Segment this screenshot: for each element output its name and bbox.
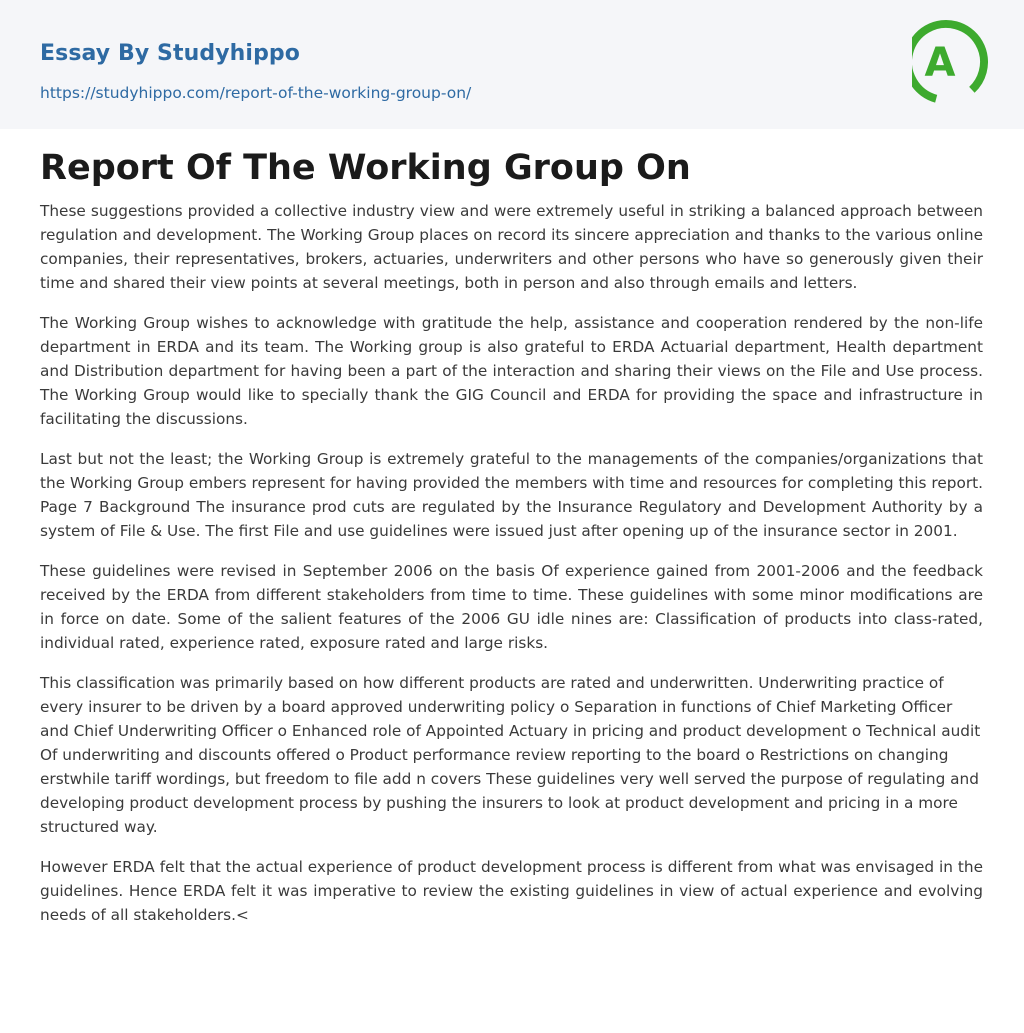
brand-title[interactable]: Essay By Studyhippo <box>40 41 300 66</box>
paragraph: These guidelines were revised in September 2006 on the basis Of experience gained from 2001-2006 and the feedback received by the ERDA from different stakeholders from time to time. These guidelines with some minor modifications are in force on date. Some of the salient features of the 2006 GU idle nines are: Classification of products into class-rated, individual rated, experience rated, exposure rated and large risks. <box>40 562 983 652</box>
paragraph: Last but not the least; the Working Group is extremely grateful to the managements of the companies/organizations that the Working Group embers represent for having provided the members with time and resources for completing this report. Page 7 Background The insurance prod cuts are regulated by the Insurance Regulatory and Development Authority by a system of File & Use. The first File and use guidelines were issued just after opening up of the insurance sector in 2001. <box>40 450 983 540</box>
site-header <box>0 0 1024 129</box>
document-body <box>40 145 983 943</box>
paragraph: These suggestions provided a collective industry view and were extremely useful in striking a balanced approach between regulation and development. The Working Group places on record its sincere appreciation and thanks to the various online companies, their representatives, brokers, actuaries, underwriters and other persons who have so generously given their time and shared their view points at several meetings, both in person and also through emails and letters. <box>40 202 983 292</box>
logo-letter: A <box>924 40 956 86</box>
paragraph: The Working Group wishes to acknowledge with gratitude the help, assistance and cooperation rendered by the non-life department in ERDA and its team. The Working group is also grateful to ERDA Actuarial department, Health department and Distribution department for having been a part of the interaction and sharing their views on the File and Use process. The Working Group would like to specially thank the GIG Council and ERDA for providing the space and infrastructure in facilitating the discussions. <box>40 314 983 428</box>
source-url-link[interactable]: https://studyhippo.com/report-of-the-working-group-on/ <box>40 84 472 102</box>
studyhippo-logo-icon[interactable] <box>912 18 988 106</box>
document-title: Report Of The Working Group On <box>40 148 691 188</box>
paragraph: This classification was primarily based on how different products are rated and underwritten. Underwriting practice of every insurer to be driven by a board approved underwriting policy o Separation in functions of Chief Marketing Officer and Chief Underwriting Officer o Enhanced role of Appointed Actuary in pricing and product development o Technical audit Of underwriting and discounts offered o Product performance review reporting to the board o Restrictions on changing erstwhile tariff wordings, but freedom to file add n covers These guidelines very well served the purpose of regulating and developing product development process by pushing the insurers to look at product development and pricing in a more structured way. <box>40 674 981 836</box>
paragraph: However ERDA felt that the actual experience of product development process is different from what was envisaged in the guidelines. Hence ERDA felt it was imperative to review the existing guidelines in view of actual experience and evolving needs of all stakeholders.< <box>40 858 983 924</box>
